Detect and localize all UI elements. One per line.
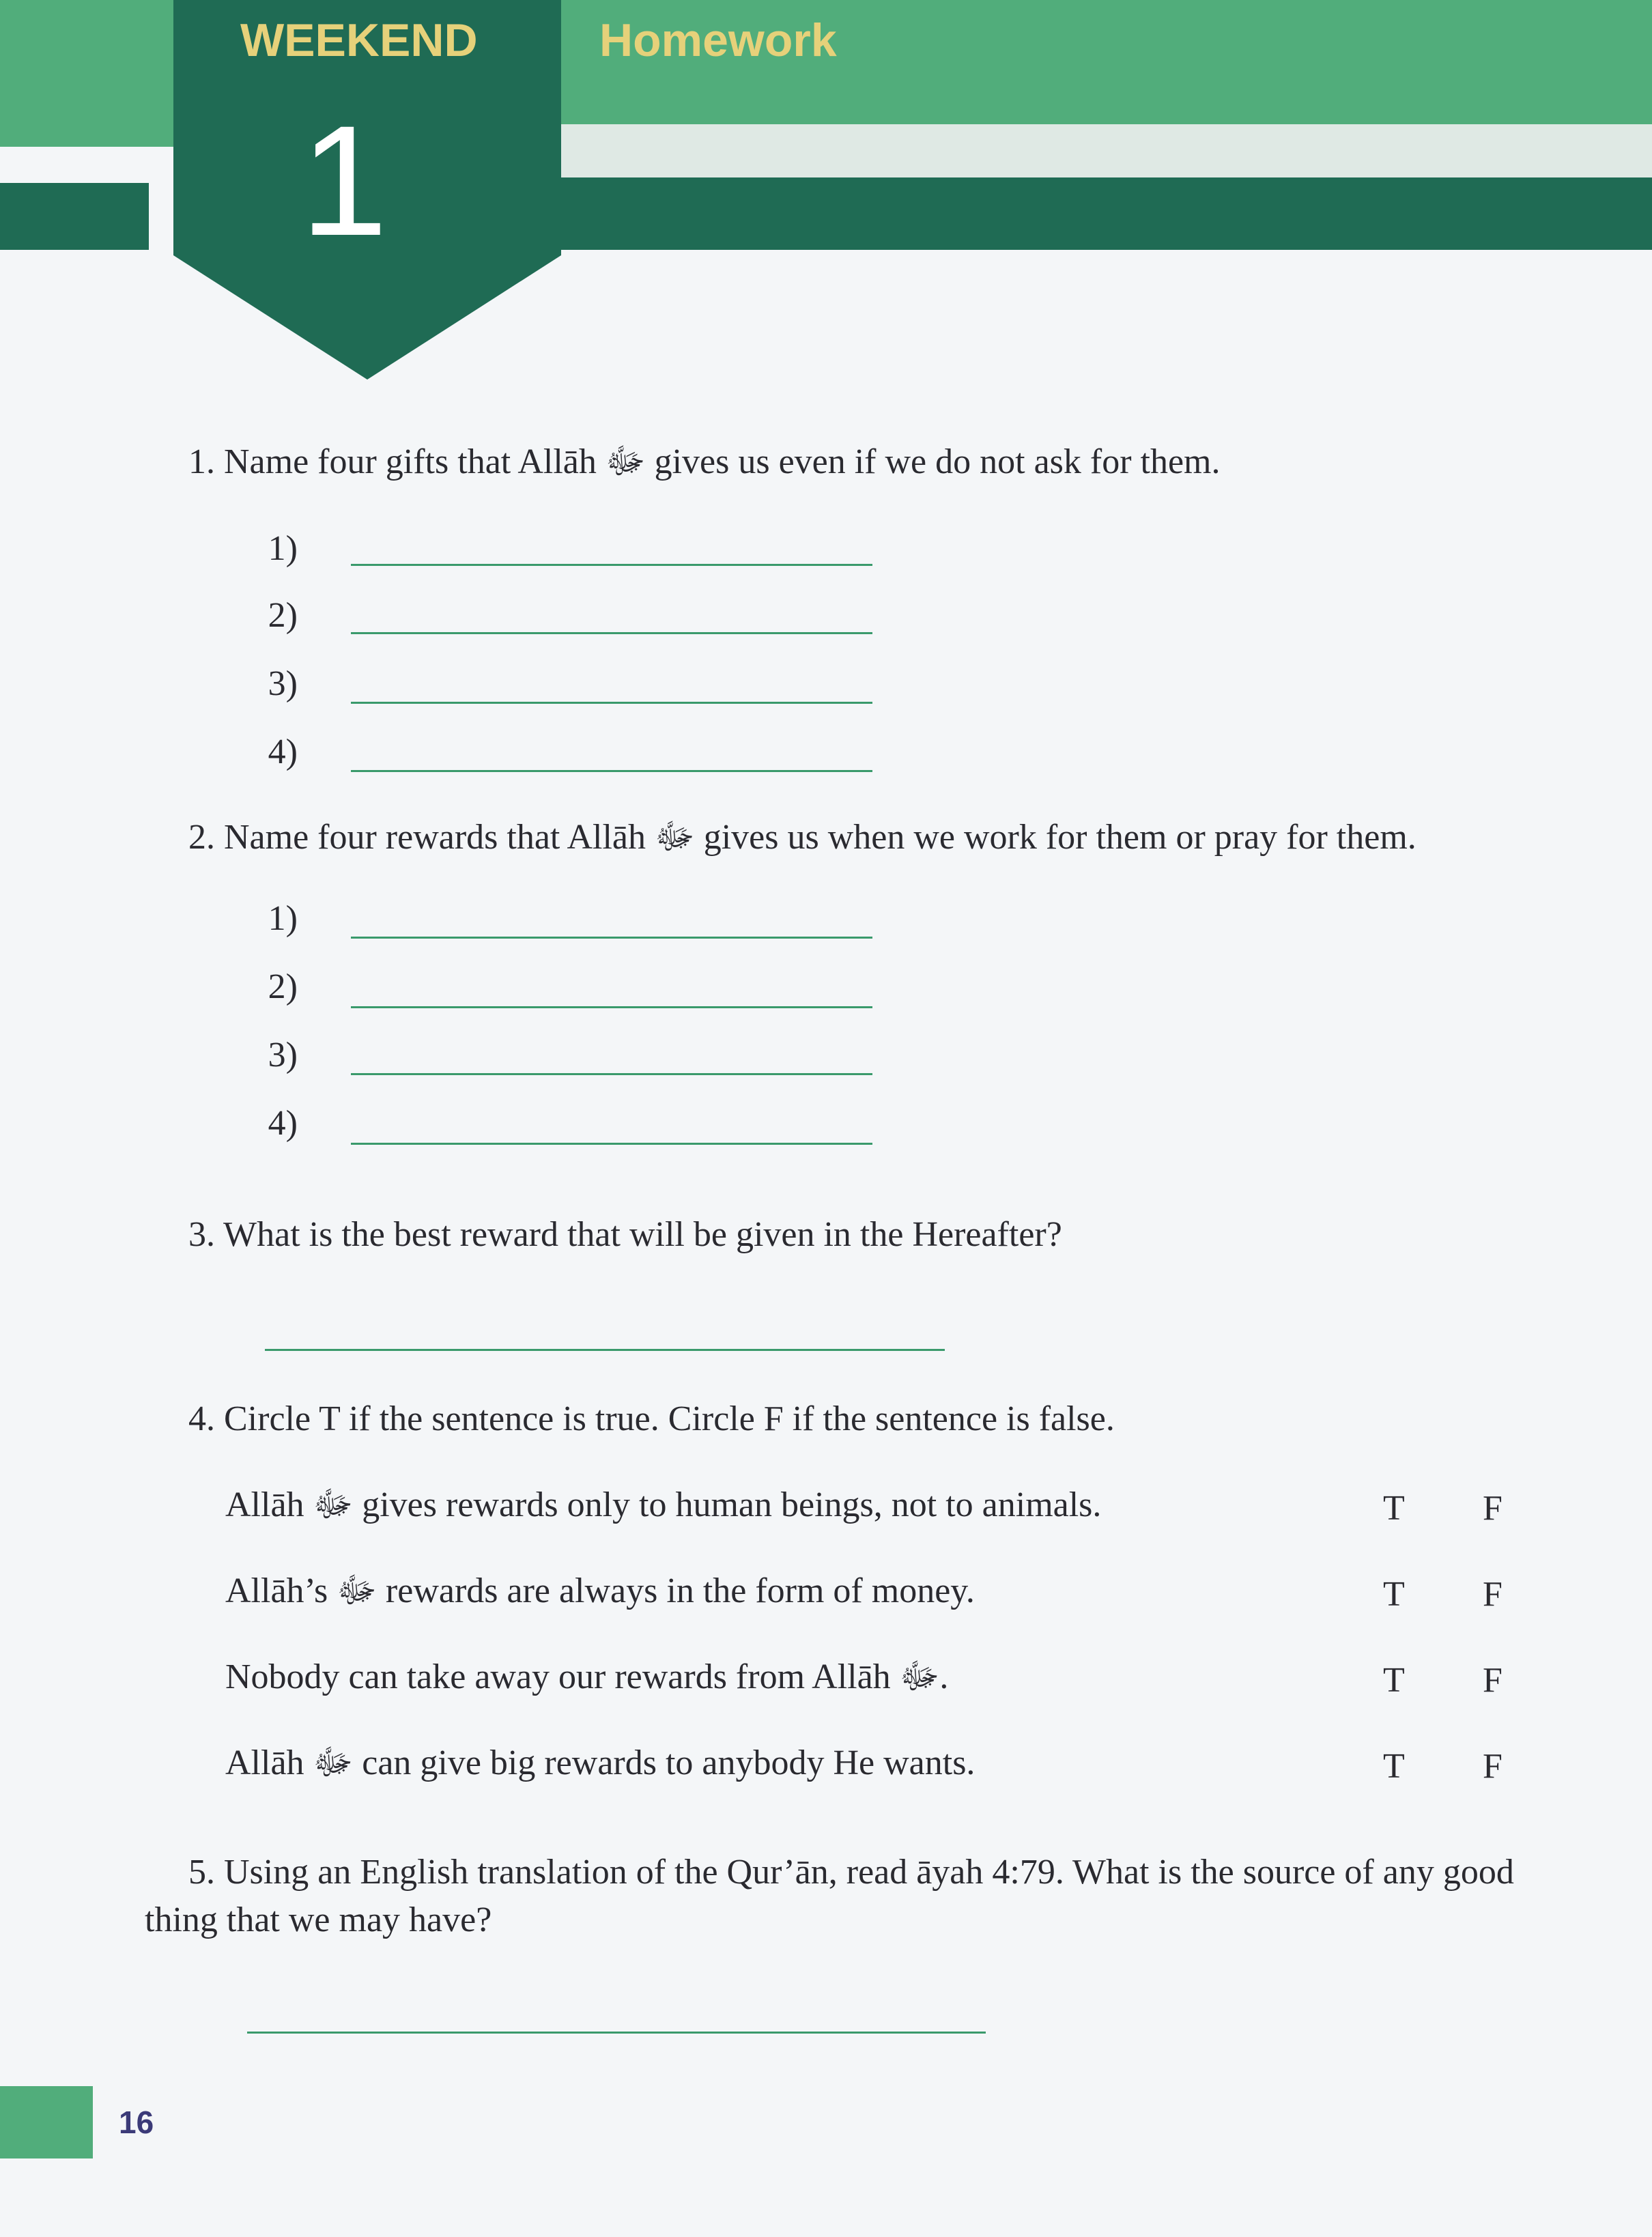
q2-answer-line-3[interactable] [351, 1073, 872, 1075]
q1-item-1-label: 1) [268, 529, 298, 568]
q4-statement-4-true[interactable]: T [1383, 1747, 1405, 1786]
q4-statement-3: Nobody can take away our rewards from Allāh ﷻ. [225, 1657, 949, 1696]
weekend-label: WEEKEND [240, 14, 478, 66]
q1-item-4-label: 4) [268, 732, 298, 771]
q4-statement-4: Allāh ﷻ can give big rewards to anybody He wants. [225, 1743, 975, 1782]
q4-statement-2-true[interactable]: T [1383, 1575, 1405, 1614]
q1-answer-line-3[interactable] [351, 702, 872, 704]
q4-statement-2: Allāh’s ﷻ rewards are always in the form of money. [225, 1571, 975, 1610]
question-5-line-1: 5. Using an English translation of the Qur’ān, read āyah 4:79. What is the source of any good [188, 1853, 1514, 1892]
q3-answer-line[interactable] [265, 1349, 945, 1351]
q4-statement-3-true[interactable]: T [1383, 1661, 1405, 1700]
q2-answer-line-2[interactable] [351, 1006, 872, 1008]
question-2: 2. Name four rewards that Allāh ﷻ gives us when we work for them or pray for them. [188, 818, 1416, 857]
question-3: 3. What is the best reward that will be given in the Hereafter? [188, 1215, 1062, 1254]
q1-answer-line-2[interactable] [351, 632, 872, 634]
question-4: 4. Circle T if the sentence is true. Circle F if the sentence is false. [188, 1399, 1115, 1438]
q4-statement-1-true[interactable]: T [1383, 1489, 1405, 1528]
header-band-right-light [561, 124, 1652, 177]
q1-item-2-label: 2) [268, 596, 298, 635]
q2-item-2-label: 2) [268, 967, 298, 1006]
q2-item-4-label: 4) [268, 1104, 298, 1143]
q4-statement-1: Allāh ﷻ gives rewards only to human beings, not to animals. [225, 1485, 1102, 1524]
footer-bar [0, 2086, 93, 2158]
weekend-number: 1 [300, 93, 388, 268]
header-band-left [0, 0, 173, 147]
q4-statement-4-false[interactable]: F [1483, 1747, 1503, 1786]
q4-statement-1-false[interactable]: F [1483, 1489, 1503, 1528]
q4-statement-2-false[interactable]: F [1483, 1575, 1503, 1614]
q4-statement-3-false[interactable]: F [1483, 1661, 1503, 1700]
question-5-line-2: thing that we may have? [145, 1900, 492, 1939]
q2-answer-line-1[interactable] [351, 937, 872, 939]
q1-answer-line-4[interactable] [351, 770, 872, 772]
q1-answer-line-1[interactable] [351, 564, 872, 566]
page-number: 16 [119, 2105, 154, 2140]
header-band-right-dark [561, 177, 1652, 250]
header-band-left-dark [0, 183, 149, 250]
q1-item-3-label: 3) [268, 664, 298, 703]
q2-answer-line-4[interactable] [351, 1143, 872, 1145]
q2-item-1-label: 1) [268, 899, 298, 938]
q5-answer-line[interactable] [247, 2032, 986, 2034]
question-1: 1. Name four gifts that Allāh ﷻ gives us even if we do not ask for them. [188, 442, 1221, 481]
homework-label: Homework [599, 14, 837, 66]
q2-item-3-label: 3) [268, 1036, 298, 1074]
